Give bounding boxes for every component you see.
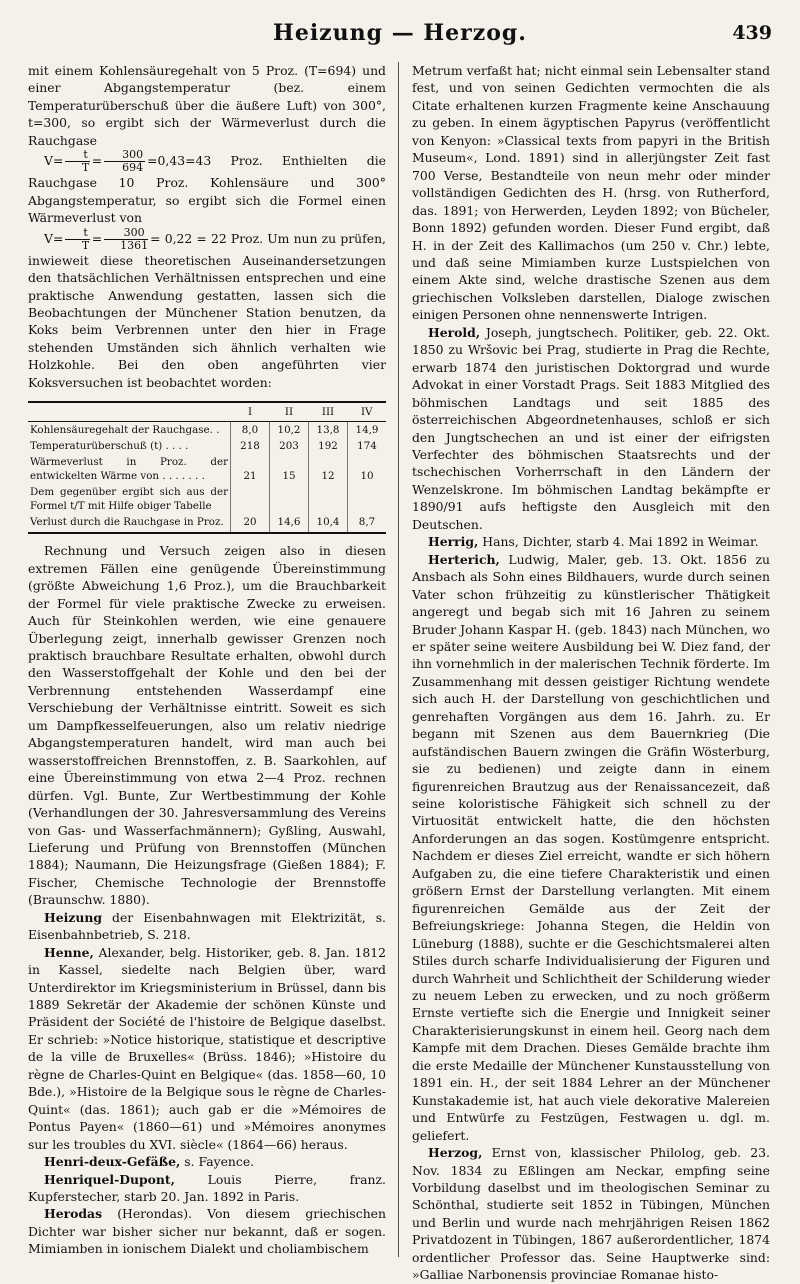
cell: 15 [270, 454, 309, 484]
entry-heizung: Heizung der Eisenbahnwagen mit Elektrizität, s. Eisenbahnbetrieb, S. 218. [28, 909, 386, 943]
table-header: IV [348, 402, 387, 422]
running-header [28, 20, 772, 52]
headword: Herterich, [428, 551, 500, 567]
cell: 10 [348, 454, 387, 484]
entry-herodas: Herodas (Herondas). Von diesem griechischen Dichter war bisher sicher nur bekannt, daß er sogen. Mimiamben in ionischem Dialekt und choliambischem [28, 1206, 386, 1257]
cell: 20 [231, 514, 270, 533]
entry-henriquel-dupont: Henriquel-Dupont, Louis Pierre, franz. Kupferstecher, starb 20. Jan. 1892 in Paris. [28, 1171, 386, 1205]
fraction: $\frac{t}{T}$ [65, 149, 89, 174]
paragraph: Rechnung und Versuch zeigen also in diesen extremen Fällen eine genügende Übereinstimmung (größte Abweichung 1,6 Proz.), um die Brauchbarkeit der Formel für viele praktische Zwecke zu erweisen. Auch für Steinkohlen werden, wie eine genauere Überlegung zeigt, innerhalb gewisser Grenzen noch praktisch brauchbare Resultate erhalten, obwohl durch den Wasserstoffgehalt der Kohle und den bei der Verbrennung entstehenden Wasserdampf eine Verschiebung der Verhältnisse eintritt. Soweit es sich um Dampfkesselfeuerungen, also um relativ niedrige Abgangstemperaturen handelt, wird man auch bei wasserstoffreichen Brennstoffen, z. B. Saarkohlen, auf eine Übereinstimmung von etwa 2—4 Proz. rechnen dürfen. Vgl. Bunte, Zur Wertbestimmung der Kohle (Verhandlungen der 30. Jahresversammlung des Vereins von Gas- und Wasserfachmännern); Gyßling, Auswahl, Lieferung und Prüfung von Brennstoffen (München 1884); Naumann, Die Heizungsfrage (Gießen 1884); F. Fischer, Chemische Technologie der Brennstoffe (Braunschw. 1880). [28, 543, 386, 908]
headword: Herold, [428, 324, 481, 340]
fraction: $\frac{300}{1361}$ [104, 227, 148, 252]
row-label: Verlust durch die Rauchgase in Proz. [28, 514, 231, 533]
cell: 8,0 [231, 422, 270, 439]
table-header-row [28, 402, 386, 422]
entry-henne: Henne, Alexander, belg. Historiker, geb. 8. Jan. 1812 in Kassel, siedelte nach Belgien über, ward Unterdirektor im Kriegsministerium in Brüssel, dann bis 1889 Sekretär der Akademie der schönen Künste und Präsident der Société de l'histoire de Belgique daselbst. Er schrieb: »Notice historique, statistique et descriptive de la ville de Bruxelles« (Brüss. 1846); »Histoire du règne de Charles-Quint en Belgique« (das. 1858—60, 10 Bde.), »Histoire de la Belgique sous le règne de Charles-Quint« (das. 1861); auch gab er die »Mémoires de Pontus Payen« (1860—61) und »Mémoires anonymes sur les troubles du XVI. siècle« (1864—66) heraus. [28, 944, 386, 1152]
data-table [28, 401, 386, 534]
cell: 13,8 [309, 422, 348, 439]
left-column [28, 62, 386, 1257]
formula-2: V= $\frac{t}{T}$ = $\frac{300}{1361}$ = 0,22 = 22 Proz. Um nun zu prüfen, inwieweit diese theoretischen Auseinandersetzungen den thatsächlichen Verhältnissen entsprechen und eine praktische Anwendung gestatten, lassen sich die Beobachtungen der Münchener Station benutzen, da Koks beim Verbrennen unter den hier in Frage stehenden Umständen sich ähnlich verhalten wie Holzkohle. Bei den oben angeführten vier Koksversuchen ist beobachtet worden: [28, 225, 386, 390]
table-row [28, 438, 386, 454]
headword: Heizung [44, 909, 103, 925]
table-row [28, 514, 386, 533]
entry-herrig: Herrig, Hans, Dichter, starb 4. Mai 1892 in Weimar. [428, 534, 759, 550]
table-row [28, 484, 386, 514]
headword: Henne, [44, 944, 94, 960]
fraction: $\frac{300}{694}$ [104, 149, 145, 174]
table-row [28, 422, 386, 439]
headword: Herzog, [428, 1145, 483, 1161]
cell: 12 [309, 454, 348, 484]
headword: Herrig, [428, 534, 479, 550]
headword: Henri-deux-Gefäße, [44, 1154, 181, 1170]
row-label: Dem gegenüber ergibt sich aus der Formel t/T mit Hilfe obiger Tabelle [30, 486, 228, 513]
row-label: Temperaturüberschuß (t) . . . . [30, 440, 189, 453]
cell: 218 [231, 438, 270, 454]
formula-1: V= $\frac{t}{T}$ = $\frac{300}{694}$ =0,43=43 Proz. Enthielten die Rauchgase 10 Proz. Kohlensäure und 300° Abgangstemperatur, so ergibt sich die Formel einen Wärmeverlust von [28, 148, 386, 226]
cell [231, 484, 270, 514]
headword: Herodas [44, 1206, 103, 1222]
entry-herold: Herold, Joseph, jungtschech. Politiker, geb. 22. Okt. 1850 zu Wršovic bei Prag, studierte in Prag die Rechte, erwarb 1874 den juristischen Doktorgrad und wurde Advokat in einer Vorstadt Prags. Seit 1883 Mitglied des böhmischen Landtags und seit 1885 des österreichischen Abgeordnetenhauses, schloß er sich den Jungtschechen an und ist einer der eifrigsten Verfechter des böhmischen Staatsrechts und der tschechischen Vorherrschaft in den Ländern der Wenzelskrone. Im böhmischen Landtag bekämpfte er 1890/91 aufs heftigste den Ausgleich mit den Deutschen. [412, 324, 770, 532]
table-header [28, 402, 231, 422]
fraction: $\frac{t}{T}$ [65, 227, 89, 252]
table-header: I [231, 402, 270, 422]
cell [309, 484, 348, 514]
column-divider [398, 62, 399, 1257]
page-number: 439 [732, 22, 772, 44]
cell [270, 484, 309, 514]
table-row [28, 454, 386, 484]
table-header: III [309, 402, 348, 422]
cell: 14,9 [348, 422, 387, 439]
paragraph: Metrum verfaßt hat; nicht einmal sein Lebensalter stand fest, und von seinen Gedichten vermochten die als Citate erhaltenen kurzen Fragmente keine Anschauung zu geben. In einem ägyptischen Papyrus (veröffentlicht von Kenyon: »Classical texts from papyri in the British Museum«, Lond. 1891) sind in allerjüngster Zeit fast 700 Verse, Bestandteile von neun mehr oder minder vollständigen Gedichten des H. (hrsg. von Rutherford, das. 1891; von Herwerden, Leyden 1892; von Bücheler, Bonn 1892) gefunden worden. Dieser Fund ergibt, daß H. in der Zeit des Kallimachos (um 250 v. Chr.) lebte, und daß seine Mimiamben kurze Lustspielchen von einem Akte sind, welche drastische Szenen aus dem griechischen Volksleben darstellen, Dialoge zwischen einigen Personen ohne nennenswerte Intrigen. [412, 63, 770, 323]
headword: Henriquel-Dupont, [44, 1171, 175, 1187]
cell: 203 [270, 438, 309, 454]
table-header: II [270, 402, 309, 422]
paragraph: mit einem Kohlensäuregehalt von 5 Proz. (T=694) und einer Abgangstemperatur (bez. einem Temperaturüberschuß über die äußere Luft) von 300°, t=300, so ergibt sich der Wärmeverlust durch die Rauchgase [28, 63, 386, 148]
entry-henri-deux: Henri-deux-Gefäße, s. Fayence. [44, 1154, 255, 1170]
cell: 21 [231, 454, 270, 484]
row-label: Wärmeverlust in Proz. der entwickelten Wärme von . . . . . . . [30, 456, 228, 483]
entry-herterich: Herterich, Ludwig, Maler, geb. 13. Okt. 1856 zu Ansbach als Sohn eines Bildhauers, wurde durch seinen Vater schon frühzeitig zu künstlerischer Thätigkeit angeregt und begab sich mit 16 Jahren zu seinem Bruder Johann Kaspar H. (geb. 1843) nach München, wo er später seine weitere Ausbildung bei W. Diez fand, der ihn vornehmlich in der malerischen Technik förderte. Im Zusammenhang mit dessen geistiger Richtung wendete sich auch H. der Darstellung von geschichtlichen und genrehaften Vorgängen aus dem 16. Jahrh. zu. Er begann mit Szenen aus dem Bauernkrieg (Die aufständischen Bauern zwingen die Gräfin Wösterburg, sie zu bedienen) und zeigte dann in einem figurenreichen Brautzug aus der Renaissancezeit, daß seine koloristische Fähigkeit sich schnell zu der Virtuosität entwickelt hatte, die den höchsten Anforderungen an das sogen. Kostümgenre entspricht. Nachdem er dieses Ziel erreicht, wandte er sich höhern Aufgaben zu, die eine tiefere Charakteristik und einen größern Ernst der Darstellung verlangten. Mit einem figurenreichen Gemälde aus der Zeit der Befreiungskriege: Johanna Stegen, die Heldin von Lüneburg (1888), suchte er die Geschichtsmalerei alten Stiles durch scharfe Individualisierung der Figuren und durch Wahrheit und Schlichtheit der Schilderung wieder zu neuem Leben zu erwecken, und zu noch größerm Ernste vertiefte sich die Energie und Innigkeit seiner Charakterisierungskunst in einem heil. Georg nach dem Kampfe mit dem Drachen. Dieses Gemälde brachte ihm die erste Medaille der Münchener Kunstausstellung von 1891 ein. H., der seit 1884 Lehrer an der Münchener Kunstakademie ist, hat auch viele dekorative Malereien und Entwürfe zu Festzügen, Festwagen u. dgl. m. geliefert. [412, 551, 770, 1143]
cell [348, 484, 387, 514]
entry-herzog: Herzog, Ernst von, klassischer Philolog, geb. 23. Nov. 1834 zu Eßlingen am Neckar, empfing seine Vorbildung daselbst und im theologischen Seminar zu Schönthal, studierte seit 1852 in Tübingen, München und Berlin und wurde nach mehrjährigen Reisen 1862 Privatdozent in Tübingen, 1867 außerordentlicher, 1874 ordentlicher Professor das. Seine Hauptwerke sind: »Galliae Narbonensis provinciae Romanae histo- [412, 1145, 770, 1283]
right-column [412, 62, 770, 1283]
cell: 10,4 [309, 514, 348, 533]
cell: 10,2 [270, 422, 309, 439]
cell: 8,7 [348, 514, 387, 533]
row-label: Kohlensäuregehalt der Rauchgase. . [30, 424, 220, 437]
cell: 14,6 [270, 514, 309, 533]
page-title: Heizung — Herzog. [273, 20, 527, 46]
cell: 174 [348, 438, 387, 454]
cell: 192 [309, 438, 348, 454]
